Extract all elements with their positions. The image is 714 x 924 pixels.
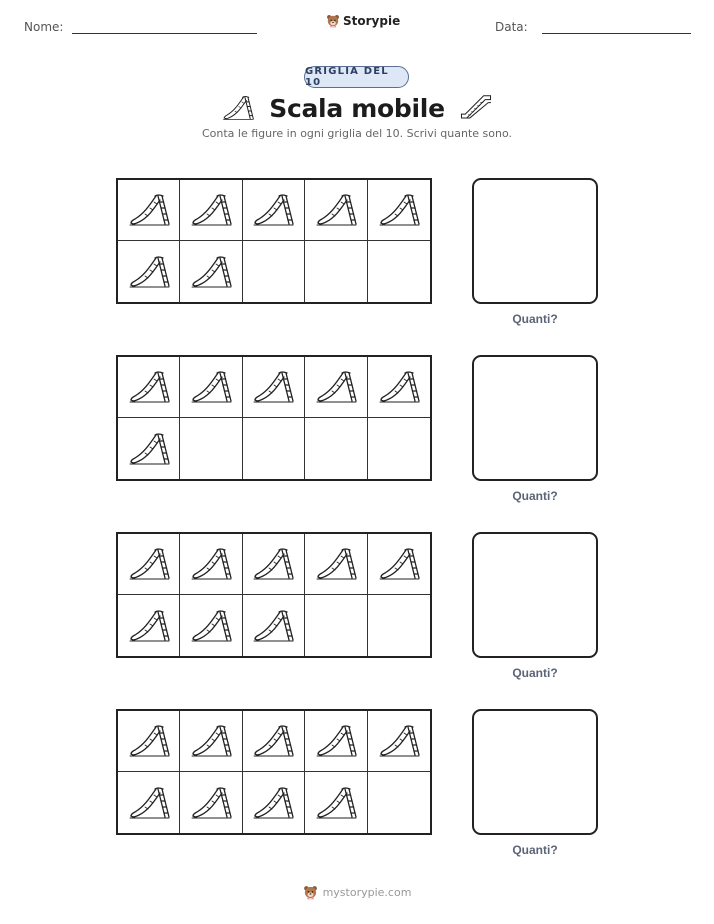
slide-icon — [251, 609, 295, 643]
slide-icon — [127, 193, 171, 227]
ten-frame-cell — [368, 180, 430, 241]
slide-icon — [127, 255, 171, 289]
ten-frame-cell — [368, 241, 430, 302]
bear-mascot-icon — [326, 14, 340, 28]
title-row — [0, 90, 714, 126]
ten-frame-cell — [118, 711, 180, 772]
escalator-icon — [459, 95, 493, 121]
slide-icon — [189, 786, 233, 820]
ten-frame-cell — [118, 534, 180, 595]
bear-mascot-icon — [303, 885, 318, 900]
ten-frame-4 — [116, 709, 432, 835]
ten-frame-cell — [118, 180, 180, 241]
ten-frame-cell — [305, 534, 367, 595]
date-label: Data: — [495, 20, 528, 34]
slide-icon — [221, 95, 255, 121]
slide-icon — [189, 370, 233, 404]
answer-box-1[interactable] — [472, 178, 598, 304]
instructions: Conta le figure in ogni griglia del 10. Scrivi quante sono. — [201, 127, 512, 140]
slide-icon — [251, 786, 295, 820]
ten-frame-cell — [243, 772, 305, 833]
slide-icon — [314, 193, 358, 227]
answer-box-4[interactable] — [472, 709, 598, 835]
slide-icon — [377, 724, 421, 758]
ten-frame-cell — [180, 241, 242, 302]
slide-icon — [251, 370, 295, 404]
ten-frame-cell — [305, 241, 367, 302]
slide-icon — [251, 547, 295, 581]
ten-frame-cell — [305, 772, 367, 833]
ten-frame-cell — [118, 241, 180, 302]
ten-frame-cell — [305, 595, 367, 656]
ten-frame-cell — [305, 180, 367, 241]
ten-frame-cell — [305, 418, 367, 479]
worksheet-type-badge: GRIGLIA DEL 10 — [304, 66, 409, 88]
answer-label-4: Quanti? — [512, 843, 558, 857]
date-line[interactable] — [542, 33, 691, 34]
ten-frame-cell — [180, 711, 242, 772]
ten-frame-cell — [368, 357, 430, 418]
ten-frame-cell — [368, 418, 430, 479]
ten-frame-cell — [118, 595, 180, 656]
slide-icon — [251, 193, 295, 227]
slide-icon — [127, 724, 171, 758]
ten-frame-cell — [243, 418, 305, 479]
slide-icon — [314, 370, 358, 404]
ten-frame-cell — [243, 241, 305, 302]
ten-frame-cell — [243, 357, 305, 418]
slide-icon — [189, 547, 233, 581]
slide-icon — [377, 547, 421, 581]
slide-icon — [189, 724, 233, 758]
footer — [0, 885, 714, 900]
ten-frame-cell — [368, 772, 430, 833]
slide-icon — [127, 432, 171, 466]
ten-frame-2 — [116, 355, 432, 481]
answer-box-2[interactable] — [472, 355, 598, 481]
slide-icon — [377, 193, 421, 227]
ten-frame-cell — [243, 534, 305, 595]
ten-frame-cell — [180, 534, 242, 595]
slide-icon — [251, 724, 295, 758]
slide-icon — [127, 547, 171, 581]
ten-frame-1 — [116, 178, 432, 304]
ten-frame-cell — [305, 357, 367, 418]
slide-icon — [189, 609, 233, 643]
name-line[interactable] — [72, 33, 257, 34]
ten-frame-cell — [118, 418, 180, 479]
name-label: Nome: — [24, 20, 64, 34]
answer-label-1: Quanti? — [512, 312, 558, 326]
answer-label-2: Quanti? — [512, 489, 558, 503]
page-title: Scala mobile — [269, 93, 445, 123]
slide-icon — [377, 370, 421, 404]
slide-icon — [189, 193, 233, 227]
slide-icon — [314, 547, 358, 581]
ten-frame-cell — [368, 595, 430, 656]
ten-frame-cell — [180, 595, 242, 656]
footer-url: mystorypie.com — [322, 886, 412, 899]
ten-frame-3 — [116, 532, 432, 658]
slide-icon — [127, 786, 171, 820]
answer-box-3[interactable] — [472, 532, 598, 658]
ten-frame-cell — [243, 180, 305, 241]
slide-icon — [314, 724, 358, 758]
slide-icon — [127, 370, 171, 404]
ten-frame-cell — [368, 534, 430, 595]
ten-frame-cell — [305, 711, 367, 772]
ten-frame-cell — [180, 357, 242, 418]
ten-frame-cell — [243, 595, 305, 656]
slide-icon — [189, 255, 233, 289]
ten-frame-cell — [118, 357, 180, 418]
ten-frame-cell — [243, 711, 305, 772]
ten-frame-cell — [118, 772, 180, 833]
answer-label-3: Quanti? — [512, 666, 558, 680]
ten-frame-cell — [180, 418, 242, 479]
slide-icon — [314, 786, 358, 820]
ten-frame-cell — [368, 711, 430, 772]
ten-frame-cell — [180, 772, 242, 833]
ten-frame-cell — [180, 180, 242, 241]
storypie-logo — [326, 14, 400, 28]
brand-name: Storypie — [343, 14, 401, 28]
slide-icon — [127, 609, 171, 643]
